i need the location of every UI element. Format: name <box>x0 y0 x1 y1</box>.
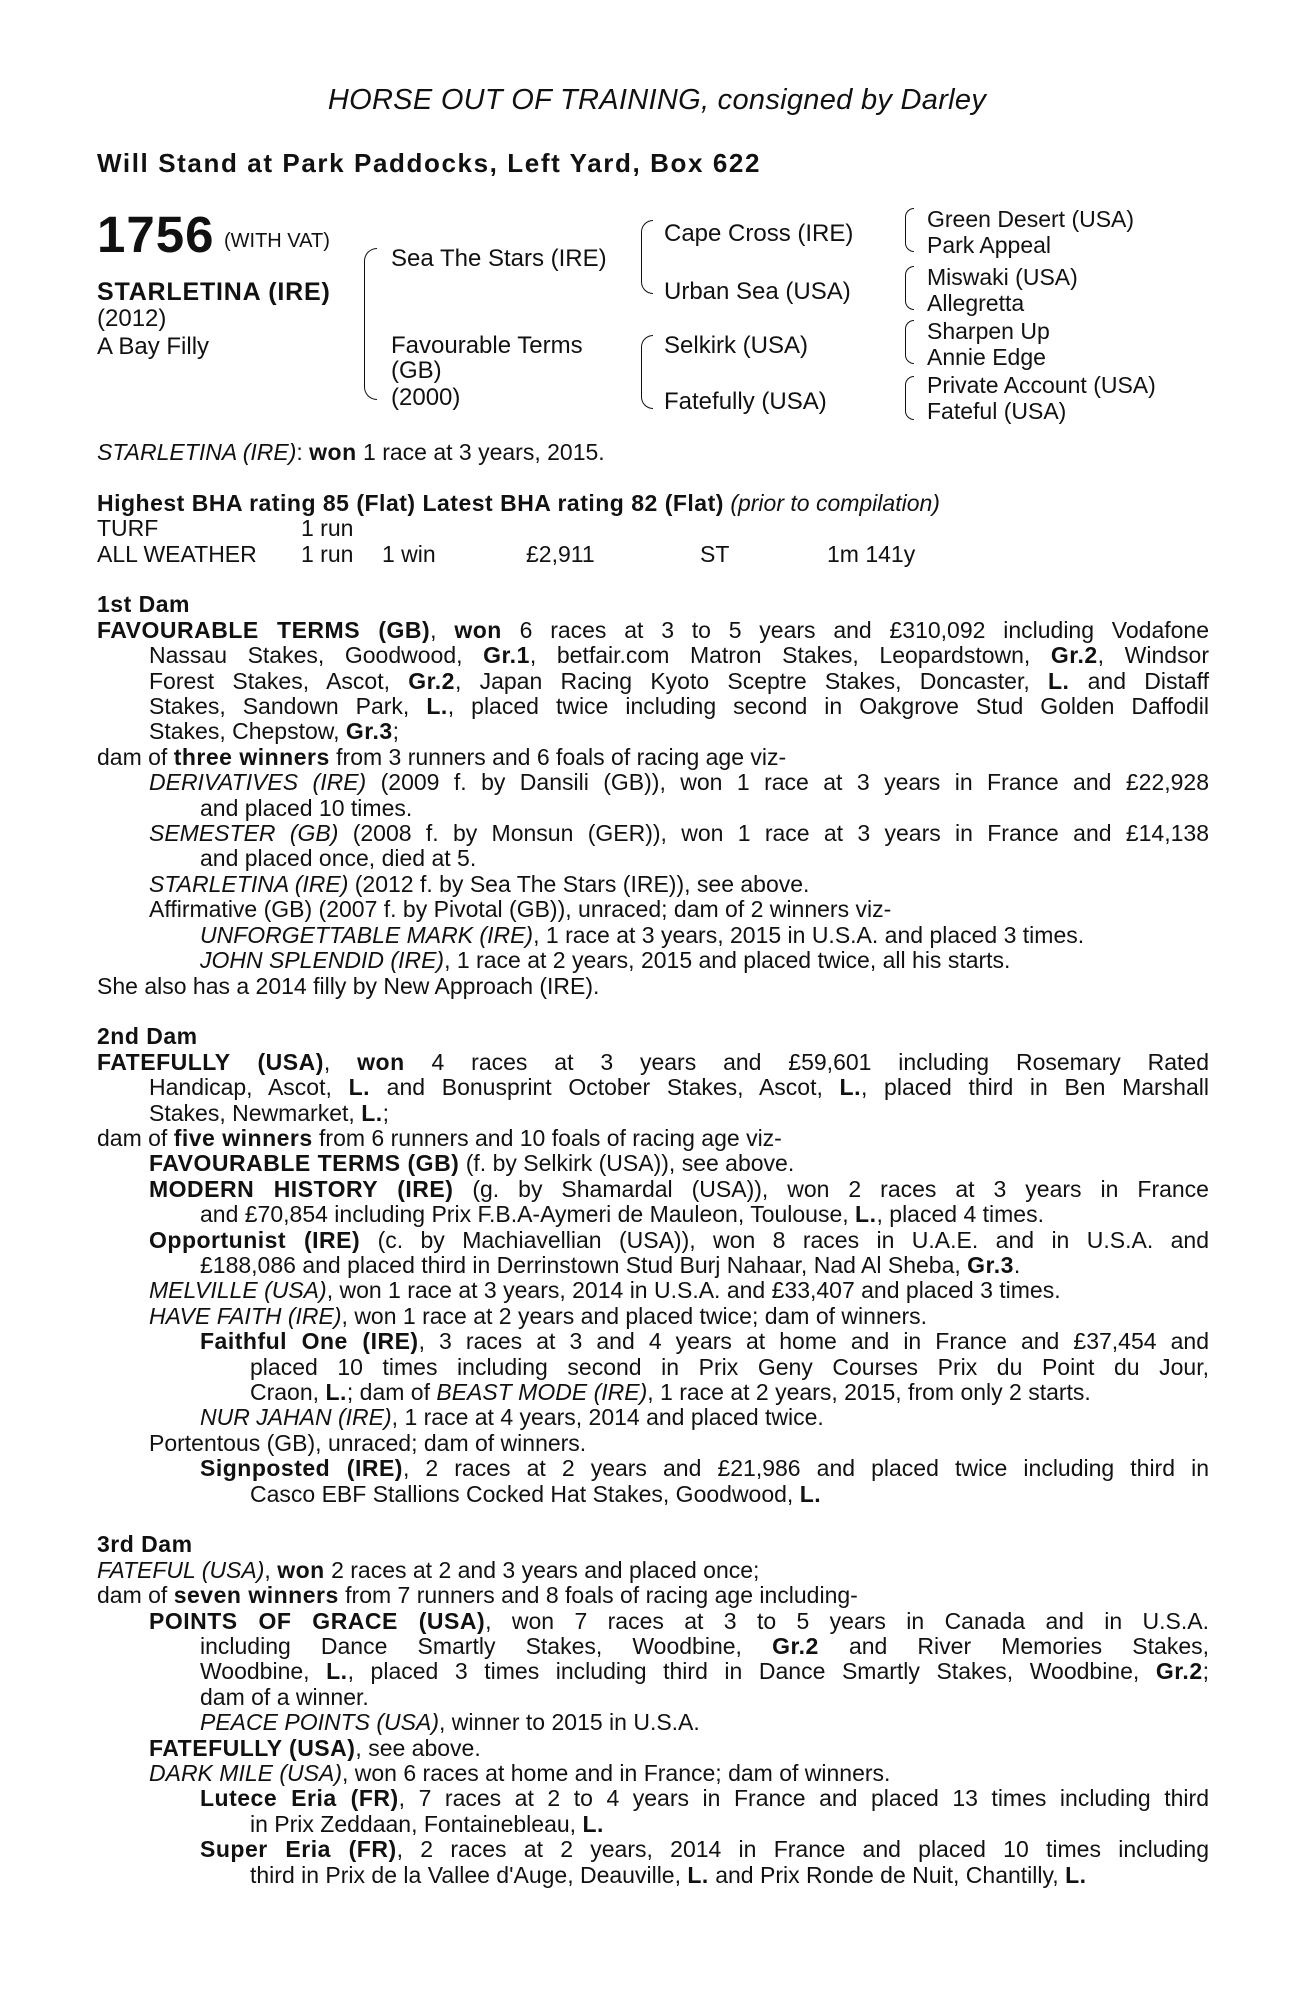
pedigree-dam-dam: Fatefully (USA) <box>664 388 827 415</box>
first-dam-line: Stakes, Chepstow, Gr.3; <box>149 718 400 745</box>
produce-entry: PEACE POINTS (USA), winner to 2015 in U.S.A. <box>200 1709 700 1736</box>
pedigree-dam-sire: Selkirk (USA) <box>664 332 809 359</box>
record-runs: 1 run <box>301 540 354 567</box>
record-runs: 1 run <box>301 515 354 542</box>
produce-entry: Opportunist (IRE) (c. by Machiavellian (USA)), won 8 races in U.A.E. and in U.S.A. and <box>149 1226 1209 1253</box>
produce-entry: Super Eria (FR), 2 races at 2 years, 2014 in France and placed 10 times including <box>200 1836 1209 1863</box>
record-row <box>97 542 1209 567</box>
record-surface: ALL WEATHER <box>97 540 257 567</box>
consignment-title: HORSE OUT OF TRAINING, consigned by Darley <box>327 84 987 116</box>
pedigree-sire-dam: Urban Sea (USA) <box>664 278 851 305</box>
produce-entry-cont: and £70,854 including Prix F.B.A-Aymeri de Mauleon, Toulouse, L., placed 4 times. <box>200 1201 1044 1228</box>
pedigree-ggd-3: Annie Edge <box>927 344 1046 370</box>
horse-name: STARLETINA (IRE) <box>97 278 331 306</box>
race-summary: STARLETINA (IRE): won 1 race at 3 years, 2015. <box>97 439 605 465</box>
pedigree-ggs-3: Sharpen Up <box>927 318 1050 344</box>
pedigree-ggs-1: Green Desert (USA) <box>927 206 1135 232</box>
foaling-year: (2012) <box>97 305 167 332</box>
produce-entry: FAVOURABLE TERMS (GB) (f. by Selkirk (USA)), see above. <box>149 1150 795 1177</box>
summary-horse-name: STARLETINA (IRE) <box>97 439 297 465</box>
produce-entry: Lutece Eria (FR), 7 races at 2 to 4 years in France and placed 13 times including third <box>200 1785 1209 1812</box>
produce-entry: FATEFULLY (USA), see above. <box>149 1734 481 1761</box>
catalogue-body <box>97 440 1209 1888</box>
produce-entry: DARK MILE (USA), won 6 races at home and in France; dam of winners. <box>149 1760 891 1787</box>
pedigree-ggd-4: Fateful (USA) <box>927 398 1067 424</box>
produce-entry: STARLETINA (IRE) (2012 f. by Sea The Stars (IRE)), see above. <box>149 870 810 897</box>
produce-entry: Portentous (GB), unraced; dam of winners. <box>149 1429 587 1456</box>
pedigree-dam-year: (2000) <box>391 384 461 411</box>
third-dam-line: FATEFUL (USA), won 2 races at 2 and 3 years and placed once; <box>97 1556 760 1583</box>
produce-entry: MELVILLE (USA), won 1 race at 3 years, 2014 in U.S.A. and £33,407 and placed 3 times. <box>149 1277 1061 1304</box>
second-dam-line: Handicap, Ascot, L. and Bonusprint October Stakes, Ascot, L., placed third in Ben Marshall <box>149 1074 1209 1101</box>
second-dam-heading: 2nd Dam <box>97 1023 198 1050</box>
first-dam-line: Forest Stakes, Ascot, Gr.2, Japan Racing Kyoto Sceptre Stakes, Doncaster, L. and Distaff <box>149 667 1209 694</box>
first-dam-heading: 1st Dam <box>97 591 190 618</box>
lot-number: 1756 <box>97 206 215 263</box>
pedigree-ggd-1: Park Appeal <box>927 232 1052 258</box>
second-dam-line: Stakes, Newmarket, L.; <box>149 1099 390 1126</box>
horse-description: A Bay Filly <box>97 333 210 360</box>
pedigree-brace <box>905 376 914 420</box>
pedigree-sire: Sea The Stars (IRE) <box>391 245 607 272</box>
pedigree-brace <box>905 320 914 364</box>
first-dam-line: Nassau Stakes, Goodwood, Gr.1, betfair.com Matron Stakes, Leopardstown, Gr.2, Windsor <box>149 642 1209 669</box>
produce-entry-cont: including Dance Smartly Stakes, Woodbine, Gr.2 and River Memories Stakes, <box>200 1633 1210 1660</box>
first-dam-produce: dam of three winners from 3 runners and 6 foals of racing age viz- <box>97 743 787 770</box>
produce-entry-cont: in Prix Zeddaan, Fontainebleau, L. <box>250 1810 604 1837</box>
rating-note: (prior to compilation) <box>730 489 940 516</box>
produce-entry-cont: and placed 10 times. <box>200 794 413 821</box>
produce-entry-cont: dam of a winner. <box>200 1683 369 1710</box>
pedigree-ggd-2: Allegretta <box>927 290 1025 316</box>
rating-text: Highest BHA rating 85 (Flat) Latest BHA rating 82 (Flat) <box>97 489 724 516</box>
produce-entry: Affirmative (GB) (2007 f. by Pivotal (GB)), unraced; dam of 2 winners viz- <box>149 896 892 923</box>
first-dam-also: She also has a 2014 filly by New Approach (IRE). <box>97 972 600 999</box>
produce-entry: SEMESTER (GB) (2008 f. by Monsun (GER)), won 1 race at 3 years in France and £14,138 <box>149 820 1209 847</box>
record-distance: 1m 141y <box>827 540 916 567</box>
produce-entry: POINTS OF GRACE (USA), won 7 races at 3 to 5 years in Canada and in U.S.A. <box>149 1607 1209 1634</box>
pedigree-brace <box>905 266 914 310</box>
pedigree-brace <box>364 248 377 400</box>
pedigree-ggs-4: Private Account (USA) <box>927 372 1156 398</box>
second-dam-produce: dam of five winners from 6 runners and 10 foals of racing age viz- <box>97 1124 782 1151</box>
produce-entry-cont: third in Prix de la Vallee d'Auge, Deauville, L. and Prix Ronde de Nuit, Chantilly, L. <box>250 1861 1087 1888</box>
pedigree-dam-origin: (GB) <box>391 357 442 384</box>
stand-location: Will Stand at Park Paddocks, Left Yard, Box 622 <box>97 148 762 178</box>
pedigree-sire-sire: Cape Cross (IRE) <box>664 220 854 247</box>
first-dam-line: FAVOURABLE TERMS (GB), won 6 races at 3 to 5 years and £310,092 including Vodafone <box>97 616 1210 643</box>
pedigree-ggs-2: Miswaki (USA) <box>927 264 1078 290</box>
won-label: won <box>309 439 357 465</box>
produce-entry: MODERN HISTORY (IRE) (g. by Shamardal (USA)), won 2 races at 3 years in France <box>149 1175 1209 1202</box>
produce-entry: NUR JAHAN (IRE), 1 race at 4 years, 2014 and placed twice. <box>200 1404 824 1431</box>
record-row <box>97 516 1209 541</box>
pedigree-brace <box>641 220 653 294</box>
pedigree-brace <box>641 335 653 409</box>
record-prize: £2,911 <box>526 540 595 567</box>
produce-entry-cont: Casco EBF Stallions Cocked Hat Stakes, Goodwood, L. <box>250 1480 822 1507</box>
summary-text: 1 race at 3 years, 2015. <box>363 439 605 465</box>
third-dam-produce: dam of seven winners from 7 runners and 8 foals of racing age including- <box>97 1582 858 1609</box>
pedigree-brace <box>905 208 914 252</box>
produce-entry-cont: and placed once, died at 5. <box>200 845 477 872</box>
vat-note: (WITH VAT) <box>224 230 330 252</box>
produce-entry-cont: placed 10 times including second in Prix Geny Courses Prix du Point du Jour, <box>250 1353 1209 1380</box>
second-dam-line: FATEFULLY (USA), won 4 races at 3 years and £59,601 including Rosemary Rated <box>97 1048 1209 1075</box>
produce-entry: JOHN SPLENDID (IRE), 1 race at 2 years, 2015 and placed twice, all his starts. <box>200 947 1011 974</box>
record-code: ST <box>700 540 730 567</box>
produce-entry: DERIVATIVES (IRE) (2009 f. by Dansili (GB)), won 1 race at 3 years in France and £22,928 <box>149 769 1209 796</box>
pedigree-dam: Favourable Terms <box>391 332 583 359</box>
produce-entry-cont: £188,086 and placed third in Derrinstown Stud Burj Nahaar, Nad Al Sheba, Gr.3. <box>200 1251 1021 1278</box>
record-surface: TURF <box>97 515 159 542</box>
produce-entry: UNFORGETTABLE MARK (IRE), 1 race at 3 years, 2015 in U.S.A. and placed 3 times. <box>200 921 1085 948</box>
bha-rating <box>97 491 1209 516</box>
produce-entry-cont: Woodbine, L., placed 3 times including third in Dance Smartly Stakes, Woodbine, Gr.2; <box>200 1658 1210 1685</box>
third-dam-heading: 3rd Dam <box>97 1531 193 1558</box>
produce-entry: Signposted (IRE), 2 races at 2 years and £21,986 and placed twice including third in <box>200 1455 1209 1482</box>
produce-entry-cont: Craon, L.; dam of BEAST MODE (IRE), 1 race at 2 years, 2015, from only 2 starts. <box>250 1378 1091 1405</box>
produce-entry: Faithful One (IRE), 3 races at 3 and 4 years at home and in France and £37,454 and <box>200 1328 1209 1355</box>
produce-entry: HAVE FAITH (IRE), won 1 race at 2 years and placed twice; dam of winners. <box>149 1302 928 1329</box>
first-dam-line: Stakes, Sandown Park, L., placed twice including second in Oakgrove Stud Golden Daffodil <box>149 693 1209 720</box>
record-wins: 1 win <box>382 540 436 567</box>
